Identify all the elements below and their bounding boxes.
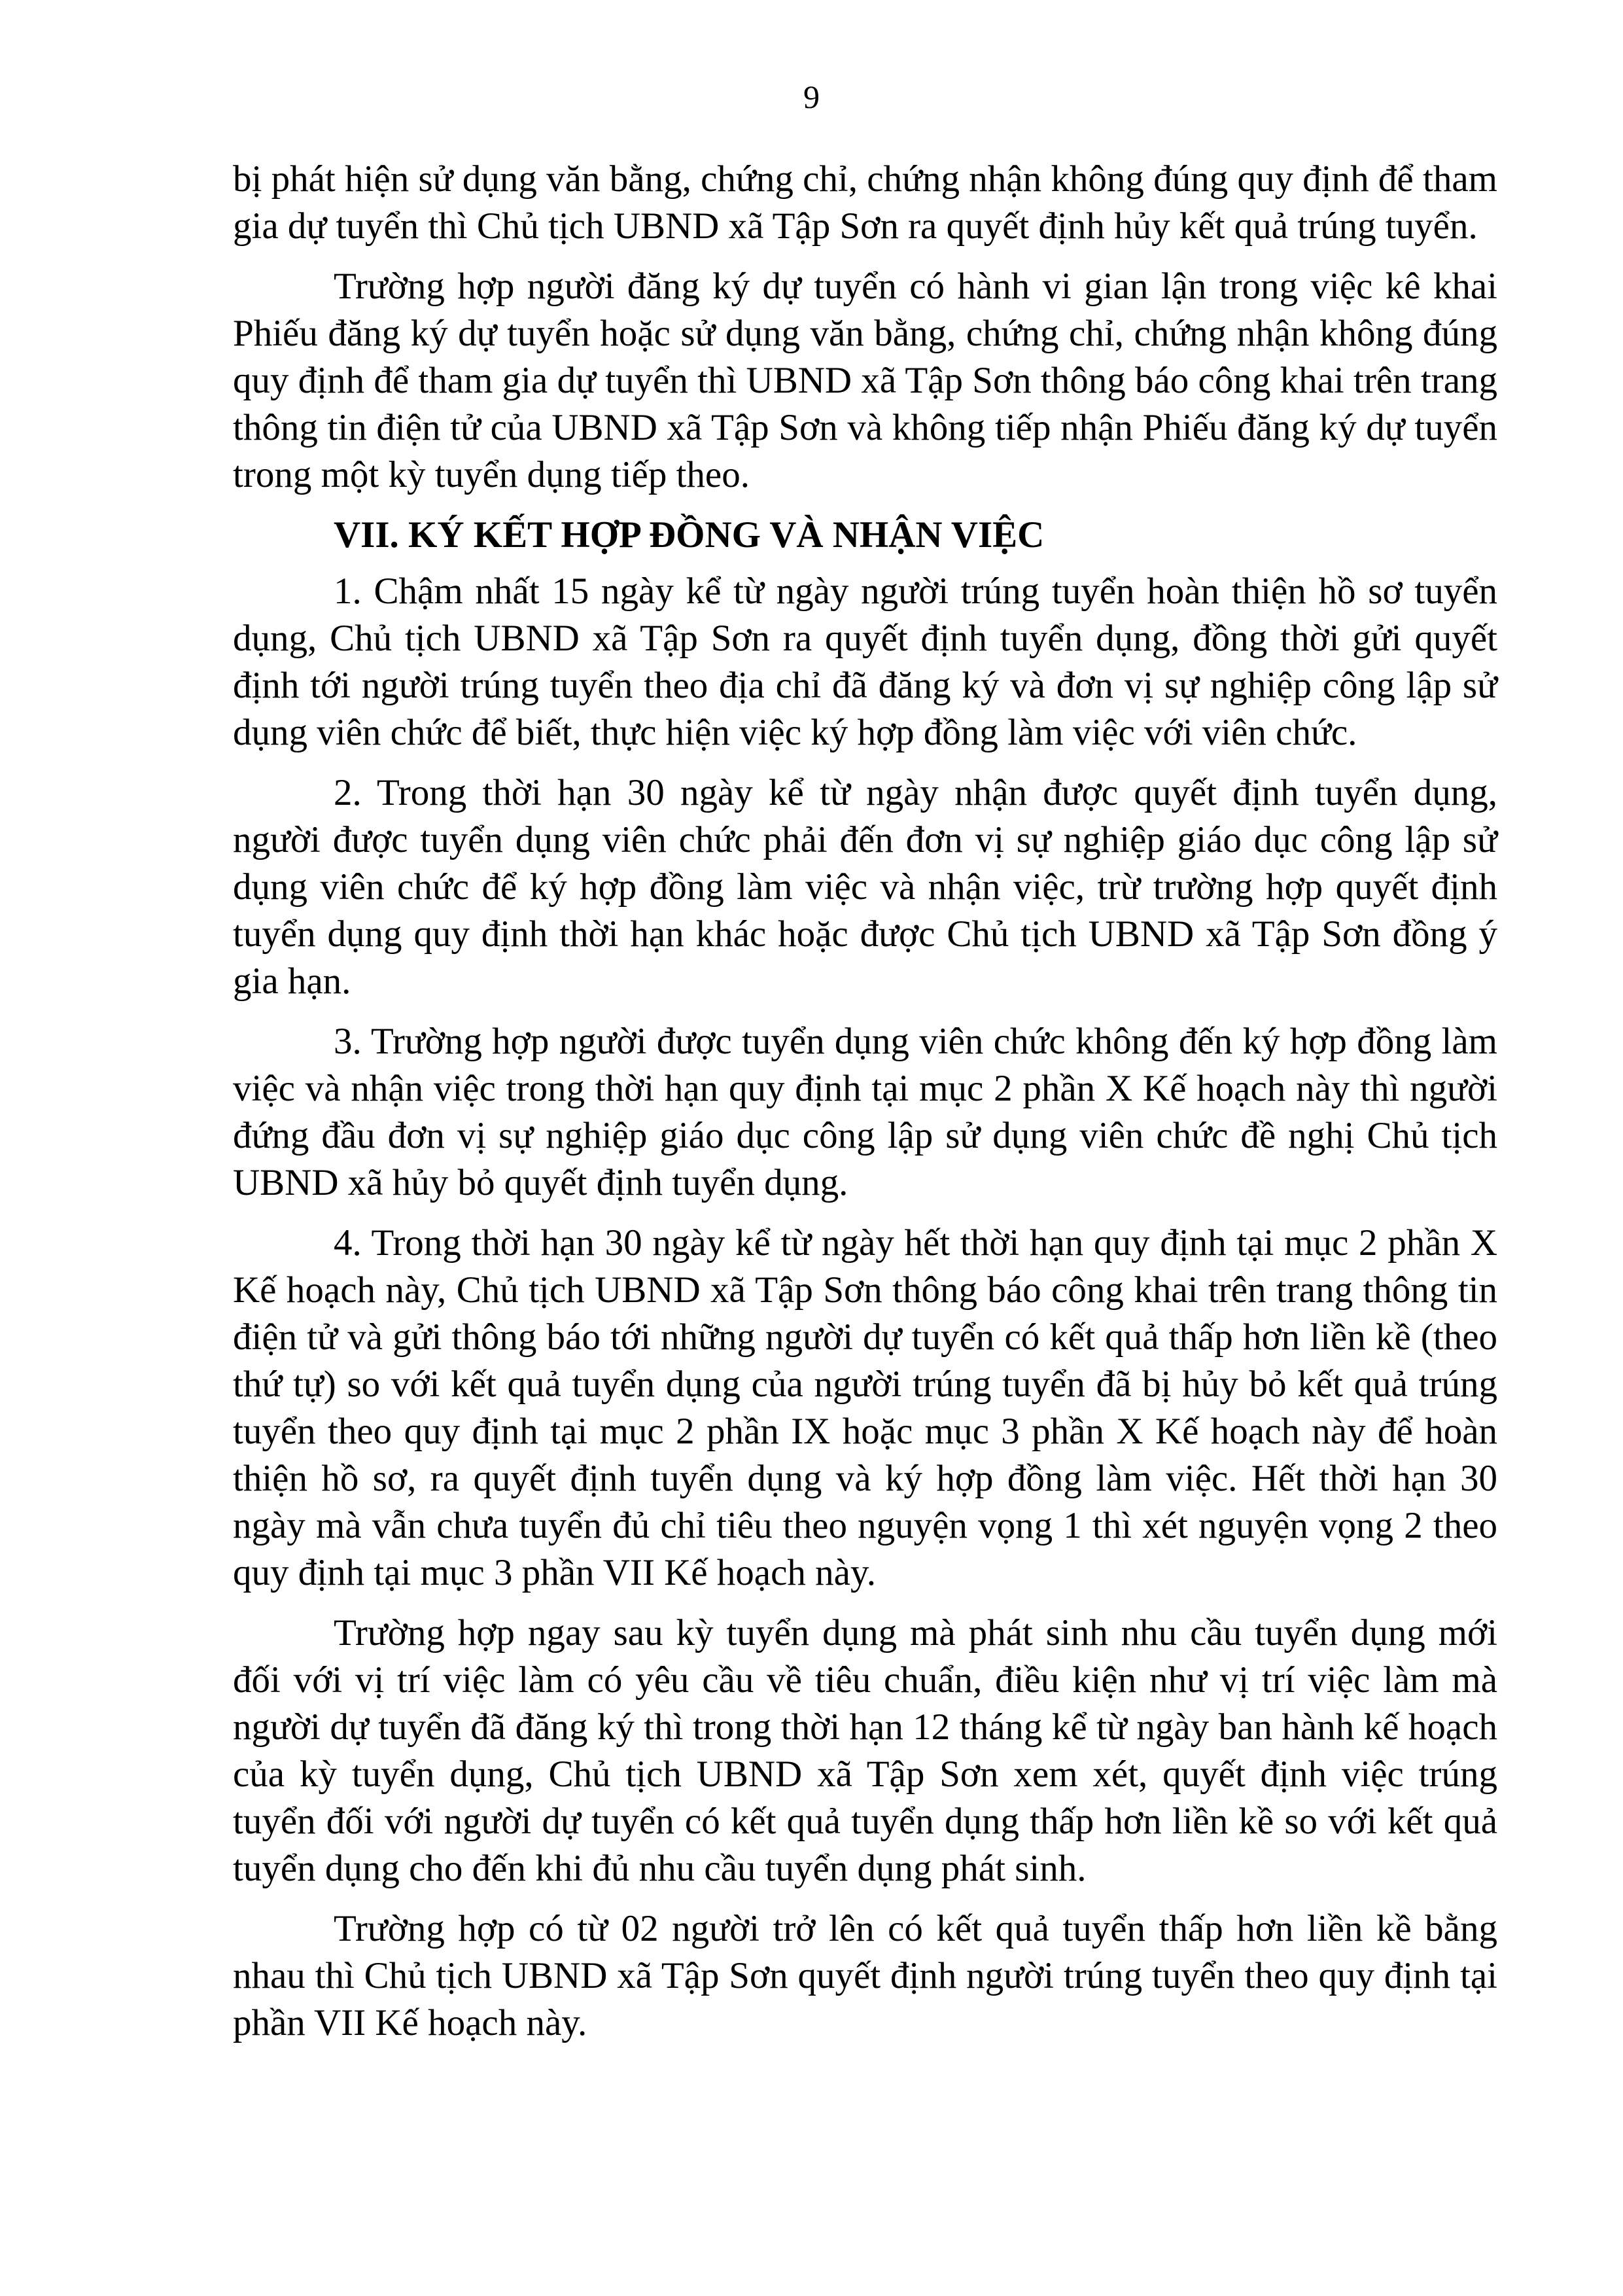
paragraph-item-4: 4. Trong thời hạn 30 ngày kể từ ngày hết thời hạn quy định tại mục 2 phần X Kế hoạch này, Chủ tịch UBND xã Tập Sơn thông báo công khai trên trang thông tin điện tử và gửi thông báo tới những người dự tuyển có kết quả thấp hơn liền kề (theo thứ tự) so với kết quả tuyển dụng của người trúng tuyển đã bị hủy bỏ kết quả trúng tuyển theo quy định tại mục 2 phần IX hoặc mục 3 phần X Kế hoạch này để hoàn thiện hồ sơ, ra quyết định tuyển dụng và ký hợp đồng làm việc. Hết thời hạn 30 ngày mà vẫn chưa tuyển đủ chỉ tiêu theo nguyện vọng 1 thì xét nguyện vọng 2 theo quy định tại mục 3 phần VII Kế hoạch này.	[233, 1222, 1497, 1593]
paragraph-item-2: 2. Trong thời hạn 30 ngày kể từ ngày nhận được quyết định tuyển dụng, người được tuyển dụng viên chức phải đến đơn vị sự nghiệp giáo dục công lập sử dụng viên chức để ký hợp đồng làm việc và nhận việc, trừ trường hợp quyết định tuyển dụng quy định thời hạn khác hoặc được Chủ tịch UBND xã Tập Sơn đồng ý gia hạn.	[233, 772, 1497, 1002]
paragraph-fraud-case: Trường hợp người đăng ký dự tuyển có hành vi gian lận trong việc kê khai Phiếu đăng ký dự tuyển hoặc sử dụng văn bằng, chứng chỉ, chứng nhận không đúng quy định để tham gia dự tuyển thì UBND xã Tập Sơn thông báo công khai trên trang thông tin điện tử của UBND xã Tập Sơn và không tiếp nhận Phiếu đăng ký dự tuyển trong một kỳ tuyển dụng tiếp theo.	[233, 266, 1497, 495]
document-body	[233, 156, 1497, 2060]
section-heading-vii: VII. KÝ KẾT HỢP ĐỒNG VÀ NHẬN VIỆC	[334, 514, 1045, 556]
paragraph-tie-case: Trường hợp có từ 02 người trở lên có kết quả tuyển thấp hơn liền kề bằng nhau thì Chủ tịch UBND xã Tập Sơn quyết định người trúng tuyển theo quy định tại phần VII Kế hoạch này.	[233, 1908, 1497, 2043]
paragraph-item-3: 3. Trường hợp người được tuyển dụng viên chức không đến ký hợp đồng làm việc và nhận việc trong thời hạn quy định tại mục 2 phần X Kế hoạch này thì người đứng đầu đơn vị sự nghiệp giáo dục công lập sử dụng viên chức đề nghị Chủ tịch UBND xã hủy bỏ quyết định tuyển dụng.	[233, 1021, 1497, 1203]
paragraph-new-demand: Trường hợp ngay sau kỳ tuyển dụng mà phát sinh nhu cầu tuyển dụng mới đối với vị trí việc làm có yêu cầu về tiêu chuẩn, điều kiện như vị trí việc làm mà người dự tuyển đã đăng ký thì trong thời hạn 12 tháng kể từ ngày ban hành kế hoạch của kỳ tuyển dụng, Chủ tịch UBND xã Tập Sơn xem xét, quyết định việc trúng tuyển đối với người dự tuyển có kết quả tuyển dụng thấp hơn liền kề so với kết quả tuyển dụng cho đến khi đủ nhu cầu tuyển dụng phát sinh.	[233, 1612, 1497, 1889]
paragraph-item-1: 1. Chậm nhất 15 ngày kể từ ngày người trúng tuyển hoàn thiện hồ sơ tuyển dụng, Chủ tịch UBND xã Tập Sơn ra quyết định tuyển dụng, đồng thời gửi quyết định tới người trúng tuyển theo địa chỉ đã đăng ký và đơn vị sự nghiệp công lập sử dụng viên chức để biết, thực hiện việc ký hợp đồng làm việc với viên chức.	[233, 571, 1497, 753]
paragraph-continued: bị phát hiện sử dụng văn bằng, chứng chỉ, chứng nhận không đúng quy định để tham gia dự tuyển thì Chủ tịch UBND xã Tập Sơn ra quyết định hủy kết quả trúng tuyển.	[233, 158, 1497, 247]
page-number: 9	[803, 79, 820, 115]
